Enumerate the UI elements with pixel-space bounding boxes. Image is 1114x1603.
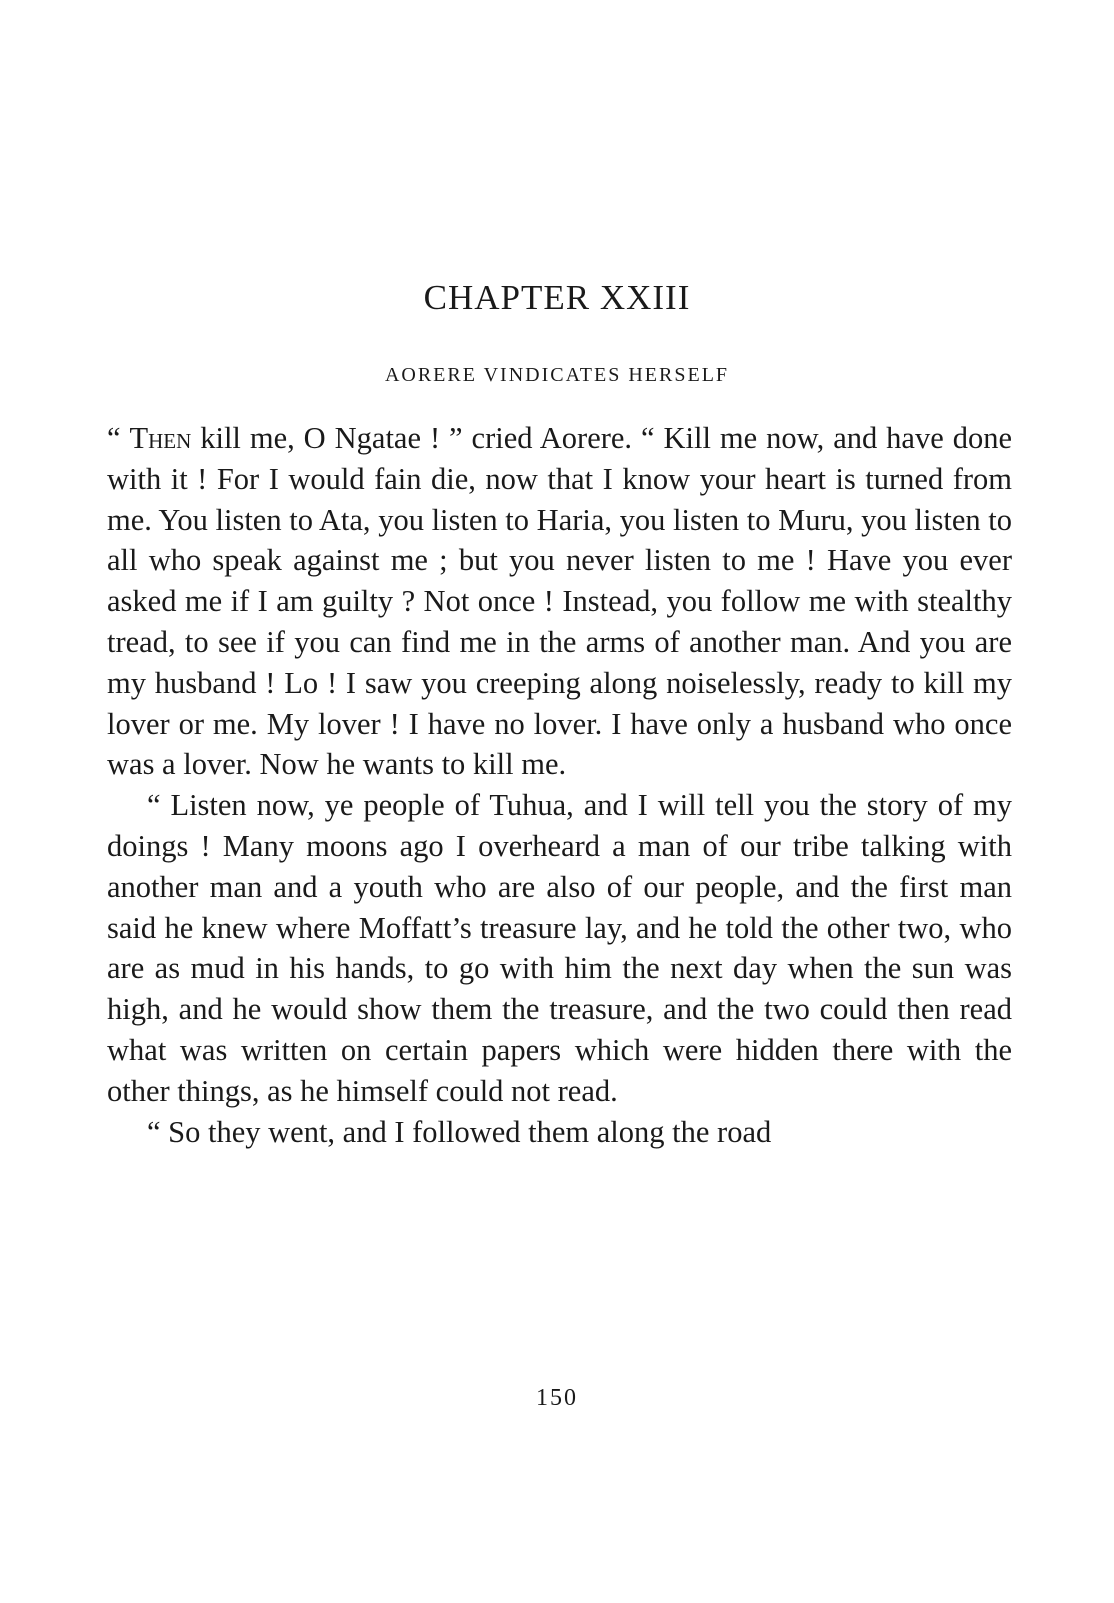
paragraph [107,418,1012,785]
paragraph-text: kill me, O Ngatae ! ” cried Aorere. “ Kill me now, and have done with it ! For I would fain die, now that I know your heart is turned from me. You listen to Ata, you listen to Haria, you listen to Muru, you listen to all who speak against me ; but you never listen to me ! Have you ever asked me if I am guilty ? Not once ! Instead, you follow me with stealthy tread, to see if you can find me in the arms of another man. And you are my husband ! Lo ! I saw you creeping along noiselessly, ready to kill my lover or me. My lover ! I have no lover. I have only a husband who once was a lover. Now he wants to kill me. [107,421,1012,782]
opening-quote: “ [107,421,130,455]
lead-word: Then [129,421,192,455]
paragraph: “ Listen now, ye people of Tuhua, and I will tell you the story of my doings ! Many moons ago I overheard a man of our tribe talking with another man and a youth who are also of our people, and the first man said he knew where Moffatt’s treasure lay, and he told the other two, who are as mud in his hands, to go with him the next day when the sun was high, and he would show them the treasure, and the two could then read what was written on certain papers which were hidden there with the other things, as he himself could not read. [107,788,1012,1108]
chapter-title: CHAPTER XXIII [423,278,691,317]
page-number: 150 [536,1385,578,1411]
body-text [107,418,1012,1152]
chapter-subtitle: AORERE VINDICATES HERSELF [384,364,730,386]
paragraph: “ So they went, and I followed them along the road [147,1114,772,1149]
